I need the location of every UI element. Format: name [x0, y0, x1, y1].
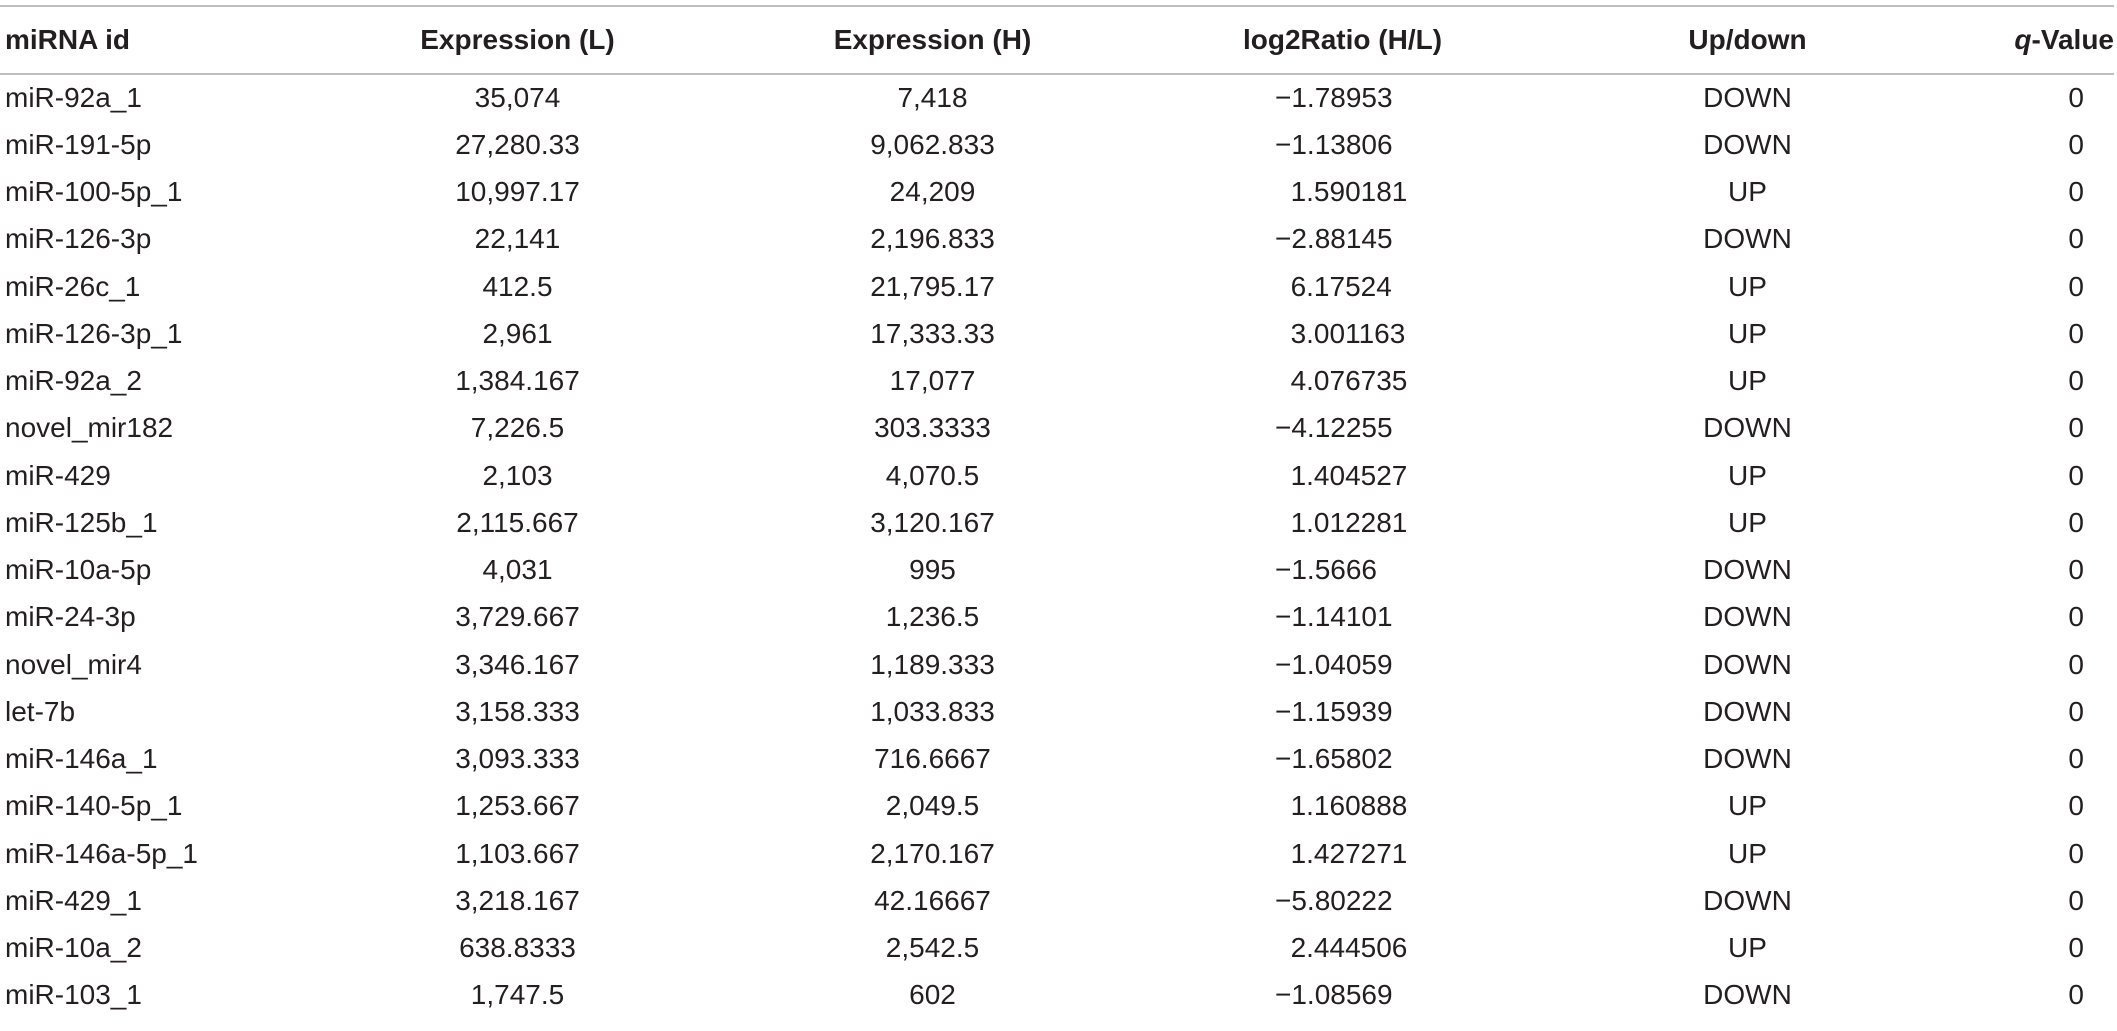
cell-expression-l: 3,346.167: [455, 648, 580, 680]
cell-updown: DOWN: [1703, 554, 1792, 586]
header-q-value-italic: q: [2014, 24, 2032, 55]
table-row: [0, 263, 2114, 310]
cell-log2ratio: −1.13806: [1275, 128, 1393, 160]
cell-q-value: 0: [2068, 743, 2084, 775]
cell-expression-l: 7,226.5: [470, 412, 565, 444]
cell-log2ratio: 1.012281: [1275, 506, 1408, 538]
header-updown: Up/down: [1688, 24, 1807, 55]
cell-q-value: 0: [2068, 459, 2084, 491]
cell-mirna-id: miR-100-5p_1: [5, 176, 183, 208]
cell-mirna-id: miR-429: [5, 459, 111, 491]
cell-mirna-id: miR-429_1: [5, 884, 142, 916]
cell-expression-l: 1,253.667: [455, 790, 580, 822]
table-row: [0, 499, 2114, 546]
cell-q-value: 0: [2068, 317, 2084, 349]
cell-log2ratio: 2.444506: [1275, 932, 1408, 964]
cell-expression-l: 10,997.17: [455, 176, 580, 208]
cell-expression-l: 412.5: [482, 270, 553, 302]
cell-q-value: 0: [2068, 176, 2084, 208]
table-row: [0, 452, 2114, 499]
cell-mirna-id: miR-103_1: [5, 979, 142, 1011]
cell-updown: DOWN: [1703, 743, 1792, 775]
table-row: [0, 925, 2114, 972]
table-row: [0, 877, 2114, 924]
cell-expression-h: 17,333.33: [870, 317, 995, 349]
cell-mirna-id: miR-10a_2: [5, 932, 142, 964]
cell-q-value: 0: [2068, 601, 2084, 633]
cell-expression-l: 3,729.667: [455, 601, 580, 633]
table-row: [0, 216, 2114, 263]
header-expression-h: Expression (H): [833, 24, 1032, 55]
cell-expression-h: 2,196.833: [870, 223, 995, 255]
cell-mirna-id: miR-126-3p: [5, 223, 152, 255]
cell-expression-h: 3,120.167: [870, 506, 995, 538]
cell-log2ratio: 1.160888: [1275, 790, 1408, 822]
cell-expression-h: 21,795.17: [870, 270, 995, 302]
cell-q-value: 0: [2068, 554, 2084, 586]
cell-expression-h: 17,077: [889, 365, 976, 397]
cell-updown: DOWN: [1703, 82, 1792, 114]
cell-expression-l: 1,103.667: [455, 837, 580, 869]
cell-updown: UP: [1728, 506, 1767, 538]
cell-expression-l: 3,093.333: [455, 743, 580, 775]
cell-mirna-id: miR-10a-5p: [5, 554, 152, 586]
table-row: [0, 405, 2114, 452]
table-row: [0, 830, 2114, 877]
header-expression-l: Expression (L): [420, 24, 615, 55]
table-row: [0, 358, 2114, 405]
cell-expression-l: 27,280.33: [455, 128, 580, 160]
cell-mirna-id: miR-125b_1: [5, 506, 158, 538]
cell-updown: DOWN: [1703, 128, 1792, 160]
cell-expression-h: 303.3333: [874, 412, 991, 444]
cell-expression-l: 1,747.5: [470, 979, 565, 1011]
table-row: [0, 121, 2114, 168]
cell-expression-l: 2,115.667: [456, 506, 579, 538]
cell-updown: UP: [1728, 932, 1767, 964]
cell-log2ratio: 6.17524: [1275, 270, 1392, 302]
cell-expression-l: 2,961: [482, 317, 553, 349]
cell-log2ratio: −1.5666: [1275, 554, 1377, 586]
cell-q-value: 0: [2068, 223, 2084, 255]
cell-q-value: 0: [2068, 412, 2084, 444]
table-row: [0, 641, 2114, 688]
cell-q-value: 0: [2068, 695, 2084, 727]
cell-expression-l: 638.8333: [459, 932, 576, 964]
cell-expression-h: 716.6667: [874, 743, 991, 775]
cell-expression-h: 1,189.333: [870, 648, 995, 680]
cell-log2ratio: −1.08569: [1275, 979, 1393, 1011]
cell-expression-h: 42.16667: [874, 884, 991, 916]
cell-updown: DOWN: [1703, 601, 1792, 633]
cell-q-value: 0: [2068, 128, 2084, 160]
cell-log2ratio: 1.427271: [1275, 837, 1408, 869]
cell-log2ratio: −1.14101: [1275, 601, 1393, 633]
header-mirna-id: miRNA id: [5, 24, 130, 55]
cell-expression-h: 1,236.5: [885, 601, 980, 633]
table-row: [0, 74, 2114, 121]
cell-updown: DOWN: [1703, 648, 1792, 680]
table-body: [0, 74, 2114, 1019]
cell-log2ratio: −2.88145: [1275, 223, 1393, 255]
cell-expression-l: 4,031: [482, 554, 553, 586]
cell-expression-l: 2,103: [482, 459, 553, 491]
cell-log2ratio: −1.15939: [1275, 695, 1393, 727]
header-q-value-suffix: -Value: [2031, 24, 2114, 55]
cell-q-value: 0: [2068, 270, 2084, 302]
cell-updown: DOWN: [1703, 695, 1792, 727]
cell-q-value: 0: [2068, 790, 2084, 822]
cell-updown: UP: [1728, 365, 1767, 397]
cell-updown: DOWN: [1703, 412, 1792, 444]
cell-expression-l: 22,141: [474, 223, 561, 255]
cell-log2ratio: −1.78953: [1275, 82, 1393, 114]
cell-mirna-id: miR-126-3p_1: [5, 317, 183, 349]
cell-updown: DOWN: [1703, 223, 1792, 255]
table-row: [0, 547, 2114, 594]
header-q-value: [1940, 6, 2114, 74]
cell-expression-h: 7,418: [897, 82, 968, 114]
cell-log2ratio: 3.001163: [1275, 317, 1406, 349]
cell-updown: UP: [1728, 317, 1767, 349]
cell-expression-h: 24,209: [889, 176, 976, 208]
cell-mirna-id: let-7b: [5, 695, 76, 727]
cell-expression-l: 1,384.167: [455, 365, 580, 397]
table-row: [0, 169, 2114, 216]
cell-expression-l: 35,074: [474, 82, 561, 114]
table-row: [0, 736, 2114, 783]
cell-expression-l: 3,158.333: [455, 695, 580, 727]
cell-log2ratio: 1.590181: [1275, 176, 1408, 208]
cell-log2ratio: −1.65802: [1275, 743, 1393, 775]
cell-mirna-id: miR-24-3p: [5, 601, 136, 633]
cell-updown: UP: [1728, 270, 1767, 302]
cell-expression-h: 4,070.5: [885, 459, 980, 491]
cell-expression-h: 1,033.833: [870, 695, 995, 727]
cell-log2ratio: 1.404527: [1275, 459, 1408, 491]
cell-updown: UP: [1728, 176, 1767, 208]
cell-q-value: 0: [2068, 506, 2084, 538]
cell-expression-h: 2,049.5: [885, 790, 980, 822]
cell-log2ratio: −4.12255: [1275, 412, 1393, 444]
header-row: [0, 6, 2114, 74]
cell-expression-h: 9,062.833: [870, 128, 995, 160]
cell-log2ratio: −1.04059: [1275, 648, 1393, 680]
header-log2ratio: log2Ratio (H/L): [1242, 24, 1443, 55]
cell-updown: UP: [1728, 459, 1767, 491]
cell-updown: UP: [1728, 790, 1767, 822]
cell-log2ratio: −5.80222: [1275, 884, 1393, 916]
cell-q-value: 0: [2068, 82, 2084, 114]
cell-expression-l: 3,218.167: [455, 884, 580, 916]
cell-updown: DOWN: [1703, 884, 1792, 916]
cell-expression-h: 2,542.5: [885, 932, 980, 964]
cell-mirna-id: novel_mir4: [5, 648, 142, 680]
table-row: [0, 594, 2114, 641]
cell-q-value: 0: [2068, 884, 2084, 916]
mirna-expression-table: [0, 5, 2114, 1019]
cell-updown: UP: [1728, 837, 1767, 869]
cell-expression-h: 2,170.167: [870, 837, 995, 869]
cell-q-value: 0: [2068, 365, 2084, 397]
table-row: [0, 783, 2114, 830]
cell-mirna-id: miR-92a_2: [5, 365, 142, 397]
cell-mirna-id: novel_mir182: [5, 412, 174, 444]
table-header: [0, 6, 2114, 74]
cell-expression-h: 995: [909, 554, 956, 586]
table-row: [0, 688, 2114, 735]
cell-mirna-id: miR-146a-5p_1: [5, 837, 198, 869]
cell-updown: DOWN: [1703, 979, 1792, 1011]
cell-q-value: 0: [2068, 932, 2084, 964]
cell-mirna-id: miR-146a_1: [5, 743, 158, 775]
cell-mirna-id: miR-26c_1: [5, 270, 141, 302]
cell-q-value: 0: [2068, 979, 2084, 1011]
cell-mirna-id: miR-140-5p_1: [5, 790, 183, 822]
table-row: [0, 310, 2114, 357]
cell-expression-h: 602: [909, 979, 956, 1011]
cell-q-value: 0: [2068, 648, 2084, 680]
cell-mirna-id: miR-191-5p: [5, 128, 152, 160]
table-row: [0, 972, 2114, 1019]
cell-log2ratio: 4.076735: [1275, 365, 1408, 397]
cell-mirna-id: miR-92a_1: [5, 82, 142, 114]
cell-q-value: 0: [2068, 837, 2084, 869]
